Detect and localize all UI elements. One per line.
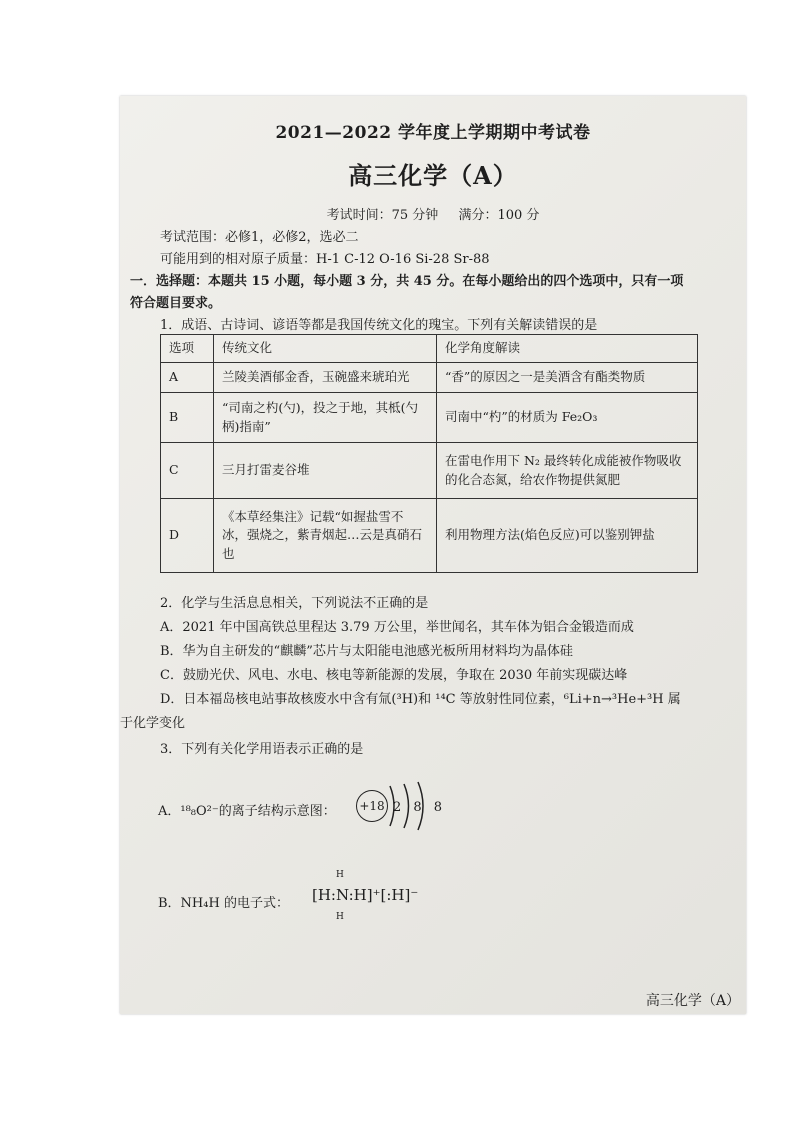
table-cell-option: A [161,363,214,393]
q2-option-b: B．华为自主研发的“麒麟”芯片与太阳能电池感光板所用材料均为晶体硅 [160,644,573,659]
exam-scope: 考试范围：必修1，必修2，选必二 [160,230,359,245]
exam-title: 2021—2022 学年度上学期期中考试卷 [275,123,591,143]
table-cell-option: C [161,443,214,499]
q2-option-a: A．2021 年中国高铁总里程达 3.79 万公里，举世闻名，其车体为铝合金锻造而成 [160,620,634,635]
table-cell-interp: “香”的原因之一是美酒含有酯类物质 [437,363,698,393]
q2-stem: 2．化学与生活息息相关，下列说法不正确的是 [160,596,429,611]
table-header-cell: 化学角度解读 [437,335,698,363]
exam-score: 满分：100 分 [458,208,540,223]
exam-time: 考试时间：75 分钟 [326,208,439,223]
q2-option-c: C．鼓励光伏、风电、水电、核电等新能源的发展，争取在 2030 年前实现碳达峰 [160,668,628,683]
nucleus-circle: +18 [356,790,388,822]
exam-paper [120,96,746,1014]
q1-table [160,334,698,573]
electron-shell-numbers: 2 8 8 [393,800,447,815]
table-cell-option: D [161,499,214,573]
table-header-cell: 选项 [161,335,214,363]
table-cell-interp: 在雷电作用下 N₂ 最终转化成能被作物吸收的化合态氮，给农作物提供氮肥 [437,443,698,499]
table-row [161,363,698,393]
table-cell-culture: “司南之杓(勺)，投之于地，其柢(勺柄)指南” [214,393,437,443]
table-cell-option: B [161,393,214,443]
q3-option-a-label: A．¹⁸₈O²⁻的离子结构示意图： [158,804,336,819]
table-cell-interp: 司南中“杓”的材质为 Fe₂O₃ [437,393,698,443]
q3-stem: 3．下列有关化学用语表示正确的是 [160,742,364,757]
exam-info [120,204,746,223]
electron-formula-top-h: H [336,870,344,880]
q1-stem: 1．成语、古诗词、谚语等都是我国传统文化的瑰宝。下列有关解读错误的是 [160,318,598,333]
table-header-row [161,335,698,363]
table-cell-culture: 《本草经集注》记载“如握盐雪不冰，强烧之，紫青烟起…云是真硝石也 [214,499,437,573]
electron-formula: [H:N:H]⁺[:H]⁻ [312,886,419,904]
table-header-cell: 传统文化 [214,335,437,363]
section-heading: 一．选择题：本题共 15 小题，每小题 3 分，共 45 分。在每小题给出的四个选项中，只有一项 [130,274,684,289]
q3-option-b-label: B．NH₄H 的电子式： [158,896,289,911]
table-cell-culture: 三月打雷麦谷堆 [214,443,437,499]
table-row [161,443,698,499]
electron-formula-bottom-h: H [336,912,344,922]
table-row [161,499,698,573]
q2-option-d: D．日本福岛核电站事故核废水中含有氚(³H)和 ¹⁴C 等放射性同位素，⁶Li+n→³He+³H 属 [160,692,681,707]
atomic-mass-line: 可能用到的相对原子质量：H-1 C-12 O-16 Si-28 Sr-88 [160,252,490,267]
table-cell-interp: 利用物理方法(焰色反应)可以鉴别钾盐 [437,499,698,573]
subject-title: 高三化学（A） [348,161,518,190]
section-heading-cont: 符合题目要求。 [130,296,222,311]
q2-option-d-cont: 于化学变化 [120,716,186,731]
page-footer: 高三化学（A） [645,993,740,1009]
table-cell-culture: 兰陵美酒郁金香，玉碗盛来琥珀光 [214,363,437,393]
table-row [161,393,698,443]
